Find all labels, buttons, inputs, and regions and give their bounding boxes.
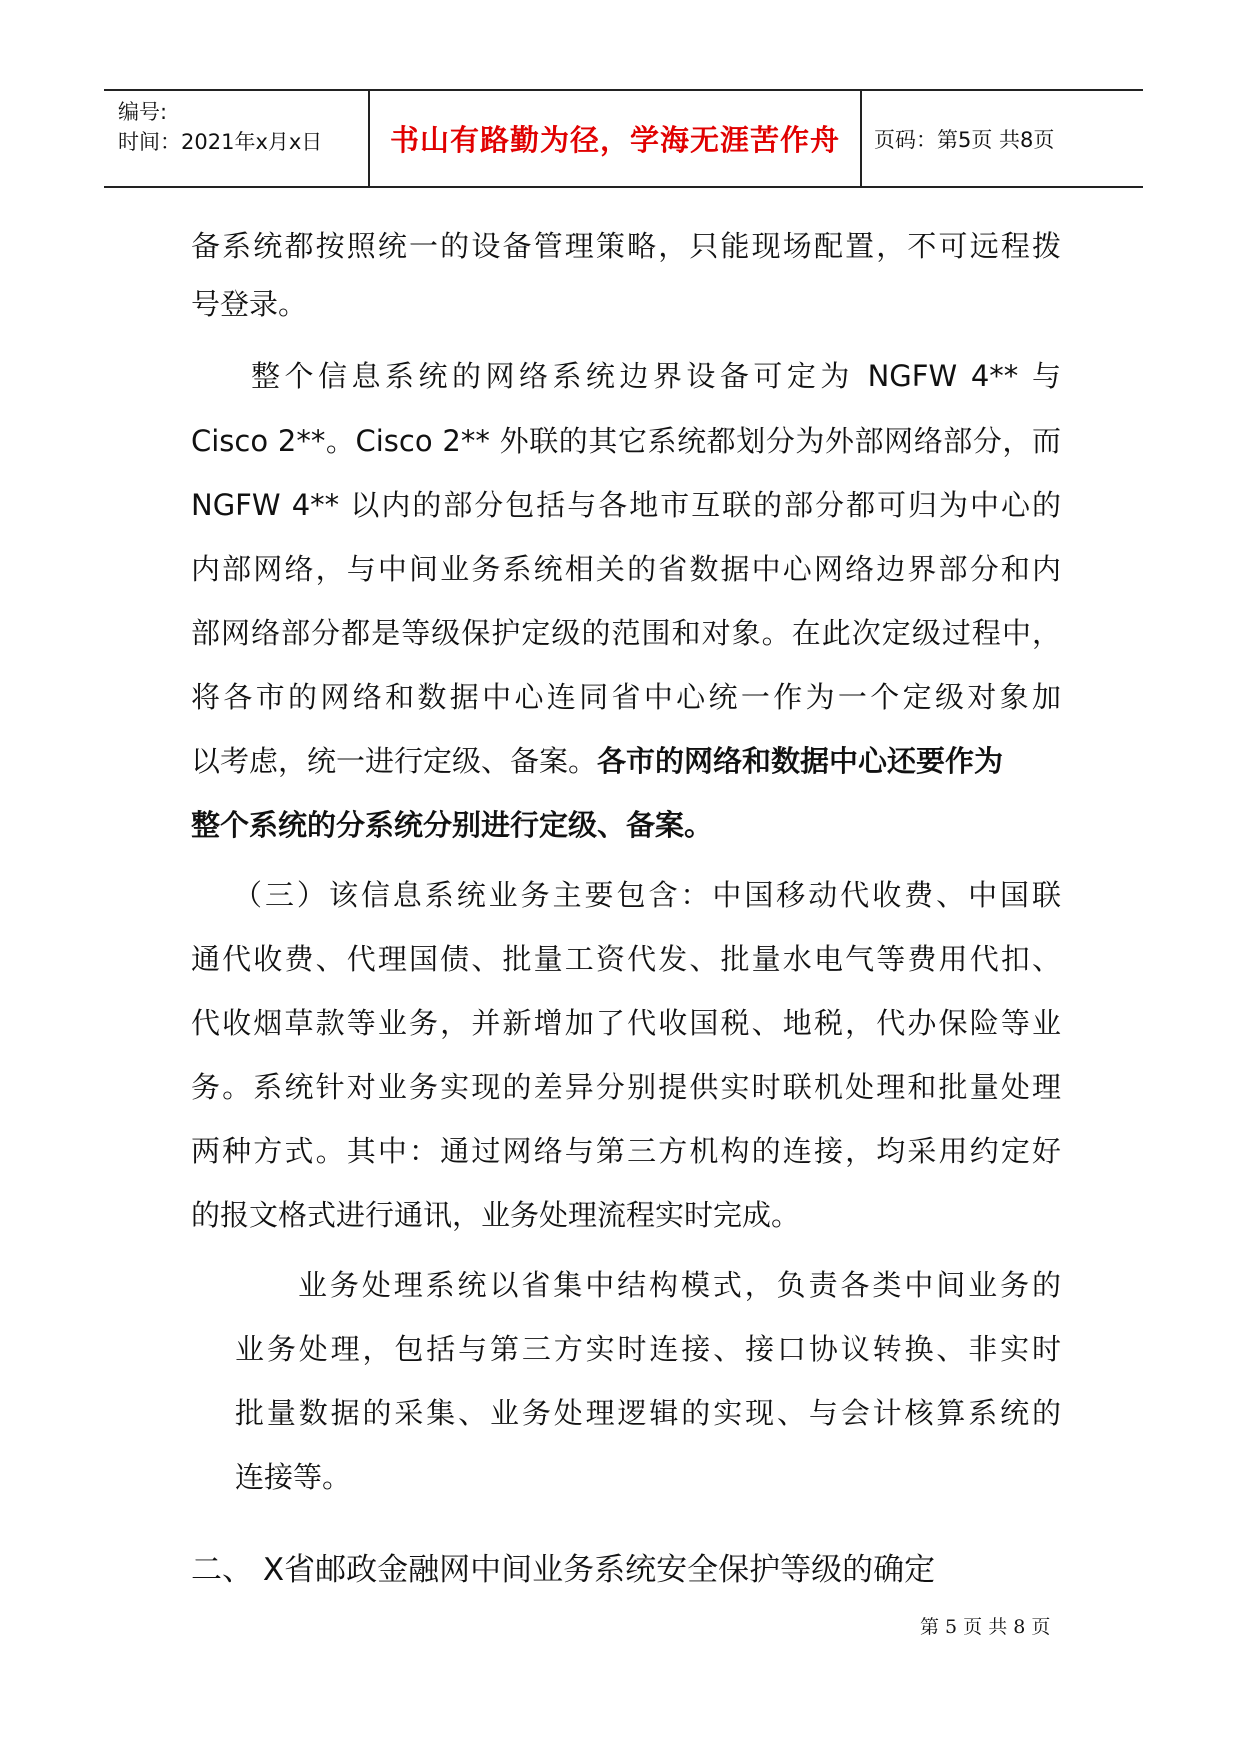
text-line: 业务处理系统以省集中结构模式，负责各类中间业务的 [298,1268,1061,1302]
header-divider [860,91,862,186]
text-line: 两种方式。其中：通过网络与第三方机构的连接，均采用约定好 [191,1134,1061,1168]
text-line: 备系统都按照统一的设备管理策略，只能现场配置，不可远程拨 [191,229,1061,263]
text-line: 连接等。 [235,1460,352,1494]
header-motto: 书山有路勤为径，学海无涯苦作舟 [389,123,840,157]
page-header [104,89,1143,188]
header-meta [118,97,322,157]
text-line: 内部网络，与中间业务系统相关的省数据中心网络边界部分和内 [191,552,1061,586]
time-label: 时间：2021年x月x日 [118,130,323,154]
text-span: 以考虑，统一进行定级、备案。 [191,744,598,778]
section-heading: 二、 X省邮政金融网中间业务系统安全保护等级的确定 [191,1552,936,1588]
bold-text-line: 整个系统的分系统分别进行定级、备案。 [191,808,714,842]
text-line: （三）该信息系统业务主要包含：中国移动代收费、中国联 [233,878,1061,912]
text-line: 务。系统针对业务实现的差异分别提供实时联机处理和批量处理 [191,1070,1061,1104]
text-line: 的报文格式进行通讯，业务处理流程实时完成。 [191,1198,801,1232]
text-line: Cisco 2**。Cisco 2** 外联的其它系统都划分为外部网络部分，而 [191,424,1061,458]
text-line: 通代收费、代理国债、批量工资代发、批量水电气等费用代扣、 [191,942,1061,976]
text-line: 部网络部分都是等级保护定级的范围和对象。在此次定级过程中， [191,616,1061,650]
text-line: 业务处理，包括与第三方实时连接、接口协议转换、非实时 [235,1332,1061,1366]
bold-text-span: 各市的网络和数据中心还要作为 [597,744,1004,778]
text-line [191,741,1061,781]
text-line: NGFW 4** 以内的部分包括与各地市互联的部分都可归为中心的 [191,488,1061,522]
header-page-code: 页码：第5页 共8页 [874,127,1055,152]
text-line: 将各市的网络和数据中心连同省中心统一作为一个定级对象加 [191,680,1061,714]
text-line: 整个信息系统的网络系统边界设备可定为 NGFW 4** 与 [251,359,1061,393]
text-line: 批量数据的采集、业务处理逻辑的实现、与会计核算系统的 [235,1396,1061,1430]
text-line: 代收烟草款等业务，并新增加了代收国税、地税，代办保险等业 [191,1006,1061,1040]
text-line: 号登录。 [191,287,308,321]
page-footer: 第 5 页 共 8 页 [920,1616,1051,1638]
number-label: 编号: [118,100,168,124]
